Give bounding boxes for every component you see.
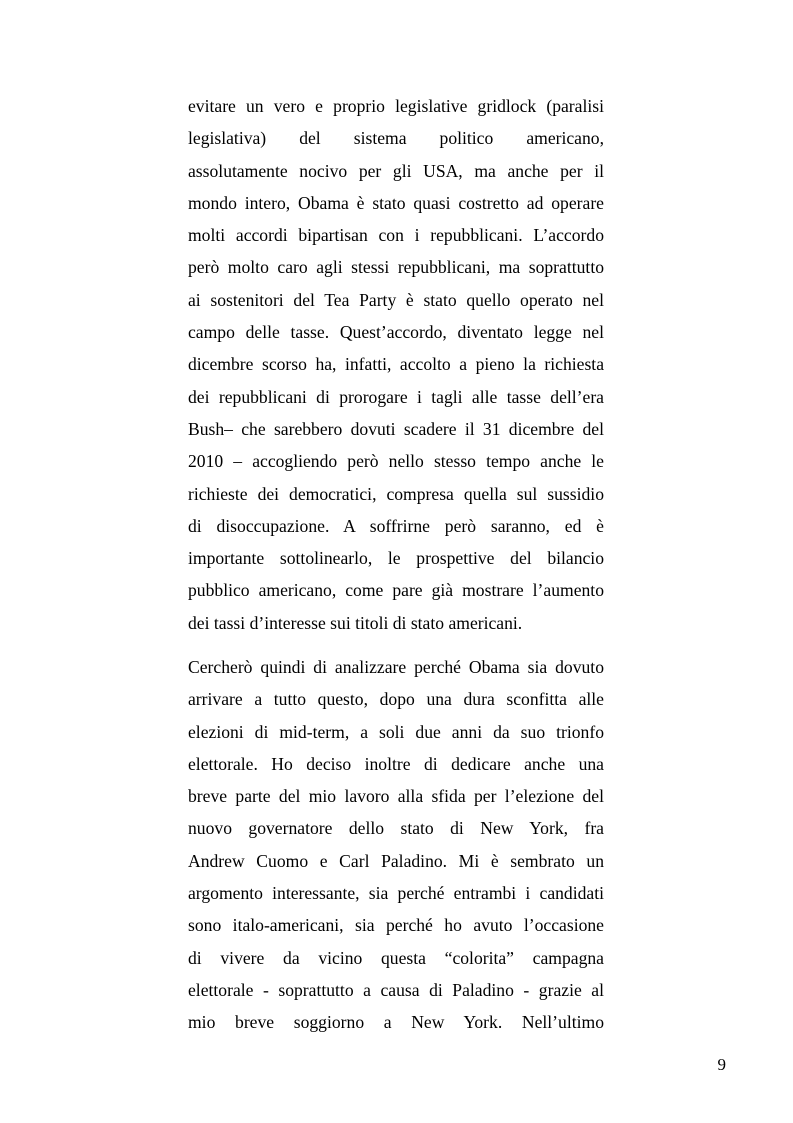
text-line: assolutamente nocivo per gli USA, ma anche per il (188, 160, 604, 181)
text-line: mondo intero, Obama è stato quasi costretto ad operare (188, 192, 604, 213)
text-line: evitare un vero e proprio legislative gridlock (paralisi (188, 96, 604, 116)
text-line: però molto caro agli stessi repubblicani, ma soprattutto (188, 257, 604, 278)
text-line: argomento interessante, sia perché entrambi i candidati (188, 883, 604, 904)
text-line: campo delle tasse. Quest’accordo, diventato legge nel (188, 322, 604, 343)
text-line: molti accordi bipartisan con i repubblicani. L’accordo (188, 225, 604, 246)
text-line: di disoccupazione. A soffrirne però saranno, ed è (188, 515, 604, 536)
text-line: di vivere da vicino questa “colorita” campagna (188, 947, 604, 968)
text-line: breve parte del mio lavoro alla sfida per l’elezione del (188, 786, 604, 807)
page-number: 9 (717, 1055, 726, 1074)
text-line: elettorale. Ho deciso inoltre di dedicare anche una (188, 753, 604, 774)
text-line: dei repubblicani di prorogare i tagli alle tasse dell’era (188, 386, 604, 407)
text-line: elettorale - soprattutto a causa di Paladino - grazie al (188, 979, 604, 1000)
body-paragraph (188, 90, 604, 639)
body-paragraph (188, 651, 604, 1039)
text-line: mio breve soggiorno a New York. Nell’ultimo (188, 1012, 604, 1033)
text-line: ai sostenitori del Tea Party è stato quello operato nel (188, 289, 604, 310)
text-line: elezioni di mid-term, a soli due anni da suo trionfo (188, 721, 604, 742)
text-line: arrivare a tutto questo, dopo una dura sconfitta alle (188, 689, 604, 710)
text-line: Bush– che sarebbero dovuti scadere il 31 dicembre del (188, 418, 604, 439)
text-line: nuovo governatore dello stato di New York, fra (188, 818, 604, 839)
text-line: legislativa) del sistema politico americano, (188, 128, 604, 149)
text-line: Andrew Cuomo e Carl Paladino. Mi è sembrato un (188, 850, 604, 871)
text-line: 2010 – accogliendo però nello stesso tempo anche le (188, 451, 604, 472)
text-line: Cercherò quindi di analizzare perché Obama sia dovuto (188, 657, 604, 677)
text-line: pubblico americano, come pare già mostrare l’aumento (188, 580, 604, 601)
text-line: richieste dei democratici, compresa quella sul sussidio (188, 483, 604, 504)
text-line: dei tassi d’interesse sui titoli di stato americani. (188, 612, 523, 633)
text-line: importante sottolinearlo, le prospettive del bilancio (188, 548, 604, 569)
text-line: sono italo-americani, sia perché ho avuto l’occasione (188, 915, 604, 936)
text-line: dicembre scorso ha, infatti, accolto a pieno la richiesta (188, 354, 604, 375)
